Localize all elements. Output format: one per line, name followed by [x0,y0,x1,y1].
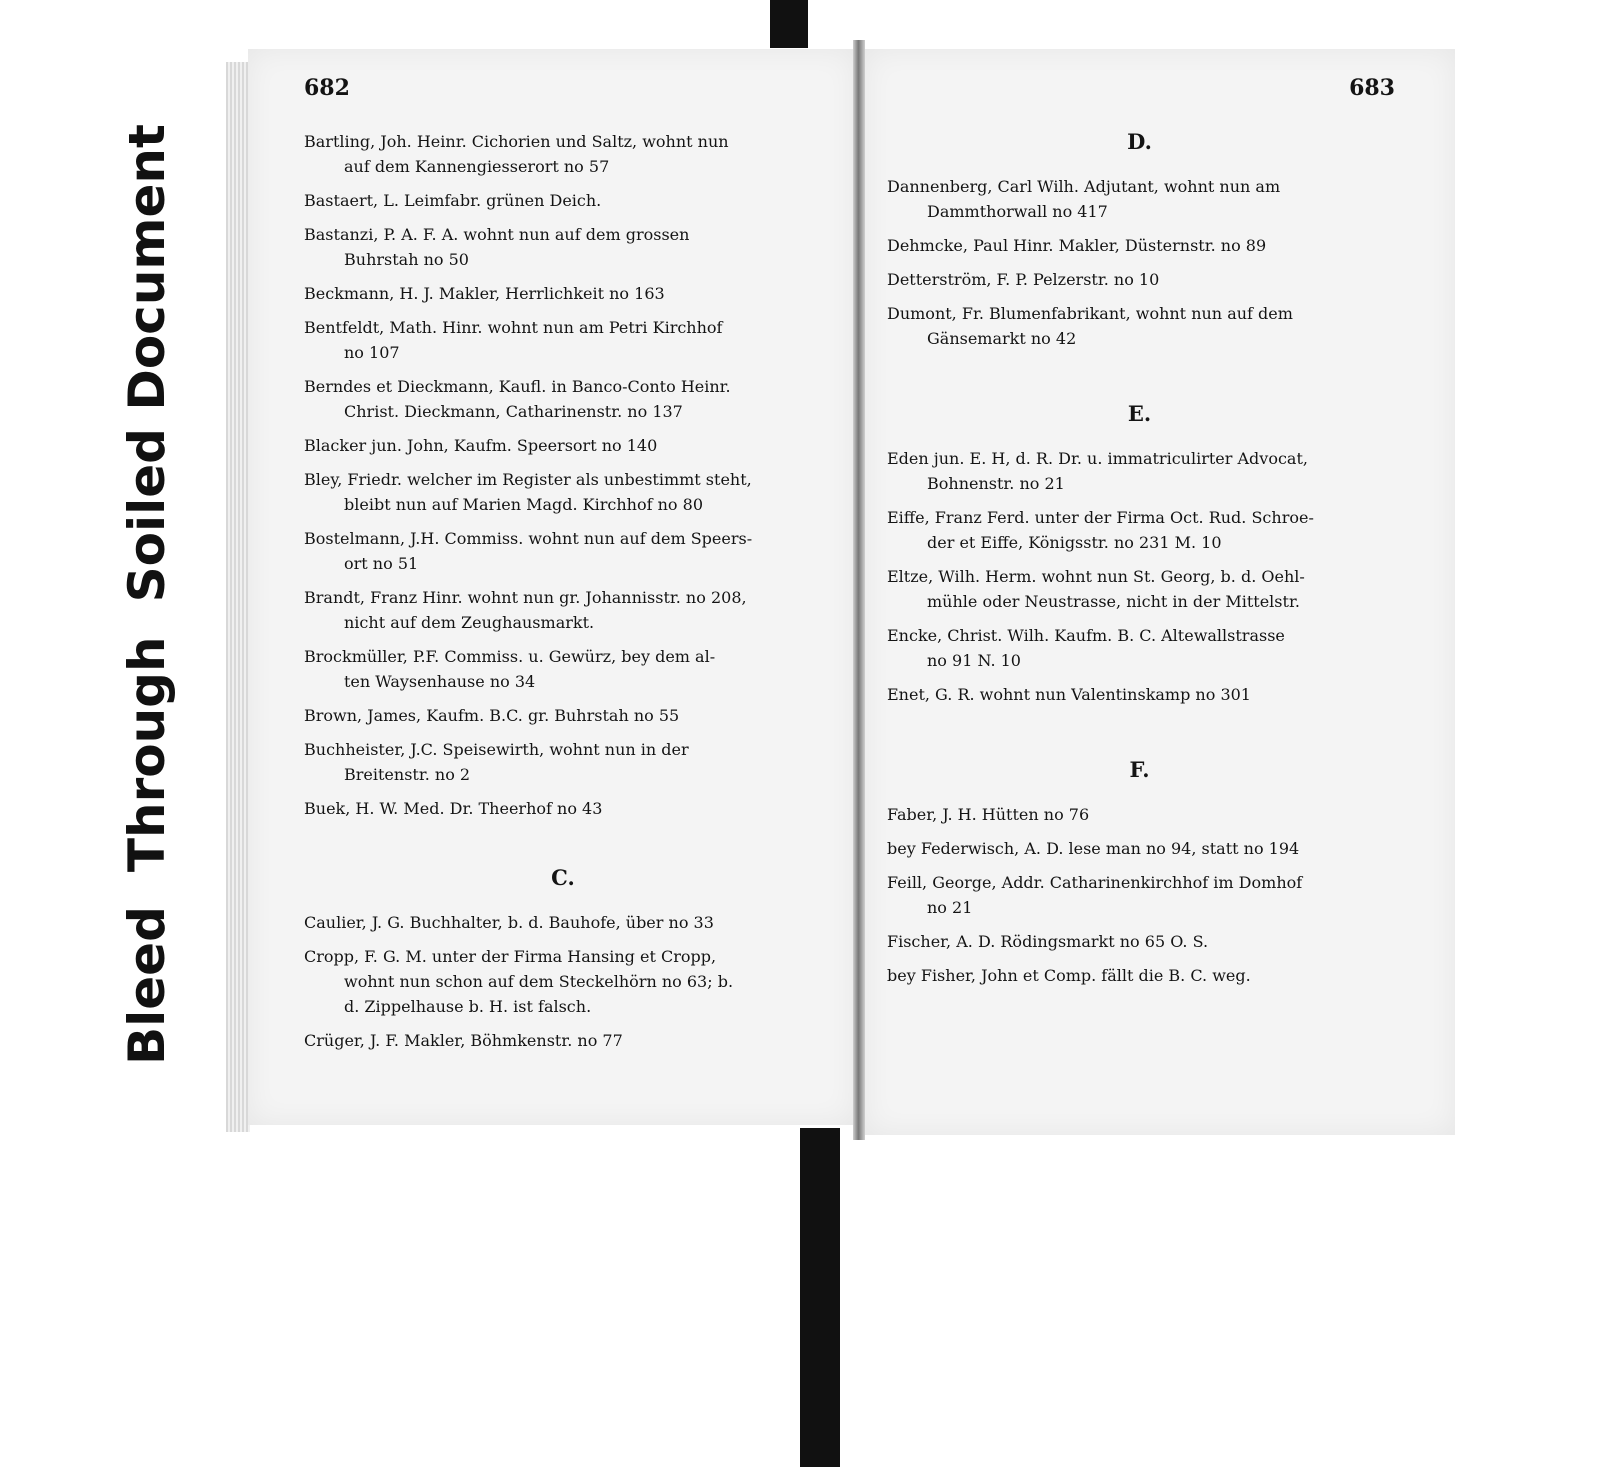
directory-entry [887,929,1392,954]
entry-line: Dumont, Fr. Blumenfabrikant, wohnt nun auf dem [887,304,1293,323]
entry-line: Fischer, A. D. Rödingsmarkt no 65 O. S. [887,932,1209,951]
book-spine [853,40,865,1140]
directory-entry [304,944,822,1019]
entry-continuation: bleibt nun auf Marien Magd. Kirchhof no 80 [344,495,703,514]
entry-line: Berndes et Dieckmann, Kaufl. in Banco-Conto Heinr. [304,377,731,396]
entry-continuation: Buhrstah no 50 [344,250,469,269]
binder-clip-bottom [800,1128,840,1467]
entry-continuation: Gänsemarkt no 42 [927,329,1077,348]
entry-continuation: Bohnenstr. no 21 [927,474,1065,493]
entry-line: Eiffe, Franz Ferd. unter der Firma Oct. Rud. Schroe- [887,508,1314,527]
directory-entry [887,174,1392,224]
caption-word-bleed: Bleed [118,906,176,1065]
directory-entry [887,505,1392,555]
entry-line: Brandt, Franz Hinr. wohnt nun gr. Johannisstr. no 208, [304,588,747,607]
directory-entry [887,836,1392,861]
directory-entry [304,222,822,272]
directory-entry [304,315,822,365]
entry-line: Buchheister, J.C. Speisewirth, wohnt nun in der [304,740,689,759]
entry-line: Bartling, Joh. Heinr. Cichorien und Saltz, wohnt nun [304,132,729,151]
directory-entry [304,585,822,635]
entry-continuation: no 21 [927,898,973,917]
entry-line: Cropp, F. G. M. unter der Firma Hansing et Cropp, [304,947,717,966]
entry-line: Detterström, F. P. Pelzerstr. no 10 [887,270,1160,289]
directory-entry [304,374,822,424]
entry-continuation: no 107 [344,343,400,362]
directory-entry [304,129,822,179]
entry-continuation: der et Eiffe, Königsstr. no 231 M. 10 [927,533,1222,552]
entry-continuation: mühle oder Neustrasse, nicht in der Mittelstr. [927,592,1300,611]
entry-line: Brockmüller, P.F. Commiss. u. Gewürz, bey dem al- [304,647,716,666]
entry-line: Buek, H. W. Med. Dr. Theerhof no 43 [304,799,603,818]
entry-continuation: ort no 51 [344,554,419,573]
entry-line: Bastaert, L. Leimfabr. grünen Deich. [304,191,602,210]
directory-entry [887,623,1392,673]
entry-continuation: Christ. Dieckmann, Catharinenstr. no 137 [344,402,683,421]
entry-line: Beckmann, H. J. Makler, Herrlichkeit no 163 [304,284,665,303]
entry-line: Eden jun. E. H, d. R. Dr. u. immatriculirter Advocat, [887,449,1308,468]
page-number: 683 [1349,75,1395,101]
directory-entry [304,644,822,694]
section-heading-c: C. [551,865,575,890]
entry-continuation: Breitenstr. no 2 [344,765,471,784]
directory-entry [887,682,1392,707]
entry-line: Bley, Friedr. welcher im Register als unbestimmt steht, [304,470,752,489]
entry-line: Bentfeldt, Math. Hinr. wohnt nun am Petri Kirchhof [304,318,723,337]
entry-continuation: wohnt nun schon auf dem Steckelhörn no 63; b. [344,972,734,991]
directory-entry [887,301,1392,351]
directory-entry [304,1028,822,1053]
directory-entry [304,737,822,787]
entry-line: Crüger, J. F. Makler, Böhmkenstr. no 77 [304,1031,623,1050]
page-stack-edge [226,62,250,1132]
vertical-caption [118,35,176,1065]
entry-line: Brown, James, Kaufm. B.C. gr. Buhrstah no 55 [304,706,680,725]
directory-entry [304,433,822,458]
entry-line: Caulier, J. G. Buchhalter, b. d. Bauhofe, über no 33 [304,913,714,932]
entry-line: Dehmcke, Paul Hinr. Makler, Düsternstr. no 89 [887,236,1267,255]
right-page [865,49,1455,1135]
directory-entry [304,188,822,213]
entry-continuation: ten Waysenhause no 34 [344,672,536,691]
entry-line: Dannenberg, Carl Wilh. Adjutant, wohnt nun am [887,177,1281,196]
caption-word-soiled-document: Soiled Document [118,124,176,603]
entry-column [887,129,1392,997]
entry-continuation: nicht auf dem Zeughausmarkt. [344,613,595,632]
directory-entry [304,703,822,728]
section-heading-e: E. [1127,401,1152,426]
section-heading-f: F. [1129,757,1150,782]
directory-entry [304,526,822,576]
entry-line: Feill, George, Addr. Catharinenkirchhof im Domhof [887,873,1303,892]
entry-continuation: d. Zippelhause b. H. ist falsch. [344,997,592,1016]
directory-entry [887,564,1392,614]
entry-line: bey Fisher, John et Comp. fällt die B. C. weg. [887,966,1251,985]
section-heading-d: D. [1127,129,1152,154]
directory-entry [887,870,1392,920]
entry-column [304,129,822,1062]
caption-word-through: Through [118,636,176,873]
directory-entry [304,281,822,306]
entry-line: bey Federwisch, A. D. lese man no 94, statt no 194 [887,839,1300,858]
directory-entry [887,446,1392,496]
entry-continuation: Dammthorwall no 417 [927,202,1108,221]
directory-entry [887,233,1392,258]
entry-line: Enet, G. R. wohnt nun Valentinskamp no 301 [887,685,1251,704]
entry-line: Blacker jun. John, Kaufm. Speersort no 140 [304,436,658,455]
directory-entry [304,467,822,517]
entry-continuation: no 91 N. 10 [927,651,1021,670]
entry-line: Bastanzi, P. A. F. A. wohnt nun auf dem grossen [304,225,690,244]
page-number: 682 [304,75,350,101]
entry-line: Encke, Christ. Wilh. Kaufm. B. C. Altewallstrasse [887,626,1285,645]
directory-entry [887,802,1392,827]
entry-line: Bostelmann, J.H. Commiss. wohnt nun auf dem Speers- [304,529,753,548]
entry-line: Eltze, Wilh. Herm. wohnt nun St. Georg, b. d. Oehl- [887,567,1305,586]
directory-entry [304,910,822,935]
directory-entry [887,267,1392,292]
left-page [248,49,855,1125]
entry-continuation: auf dem Kannengiesserort no 57 [344,157,610,176]
binder-clip-top [770,0,808,48]
directory-entry [887,963,1392,988]
entry-line: Faber, J. H. Hütten no 76 [887,805,1090,824]
directory-entry [304,796,822,821]
